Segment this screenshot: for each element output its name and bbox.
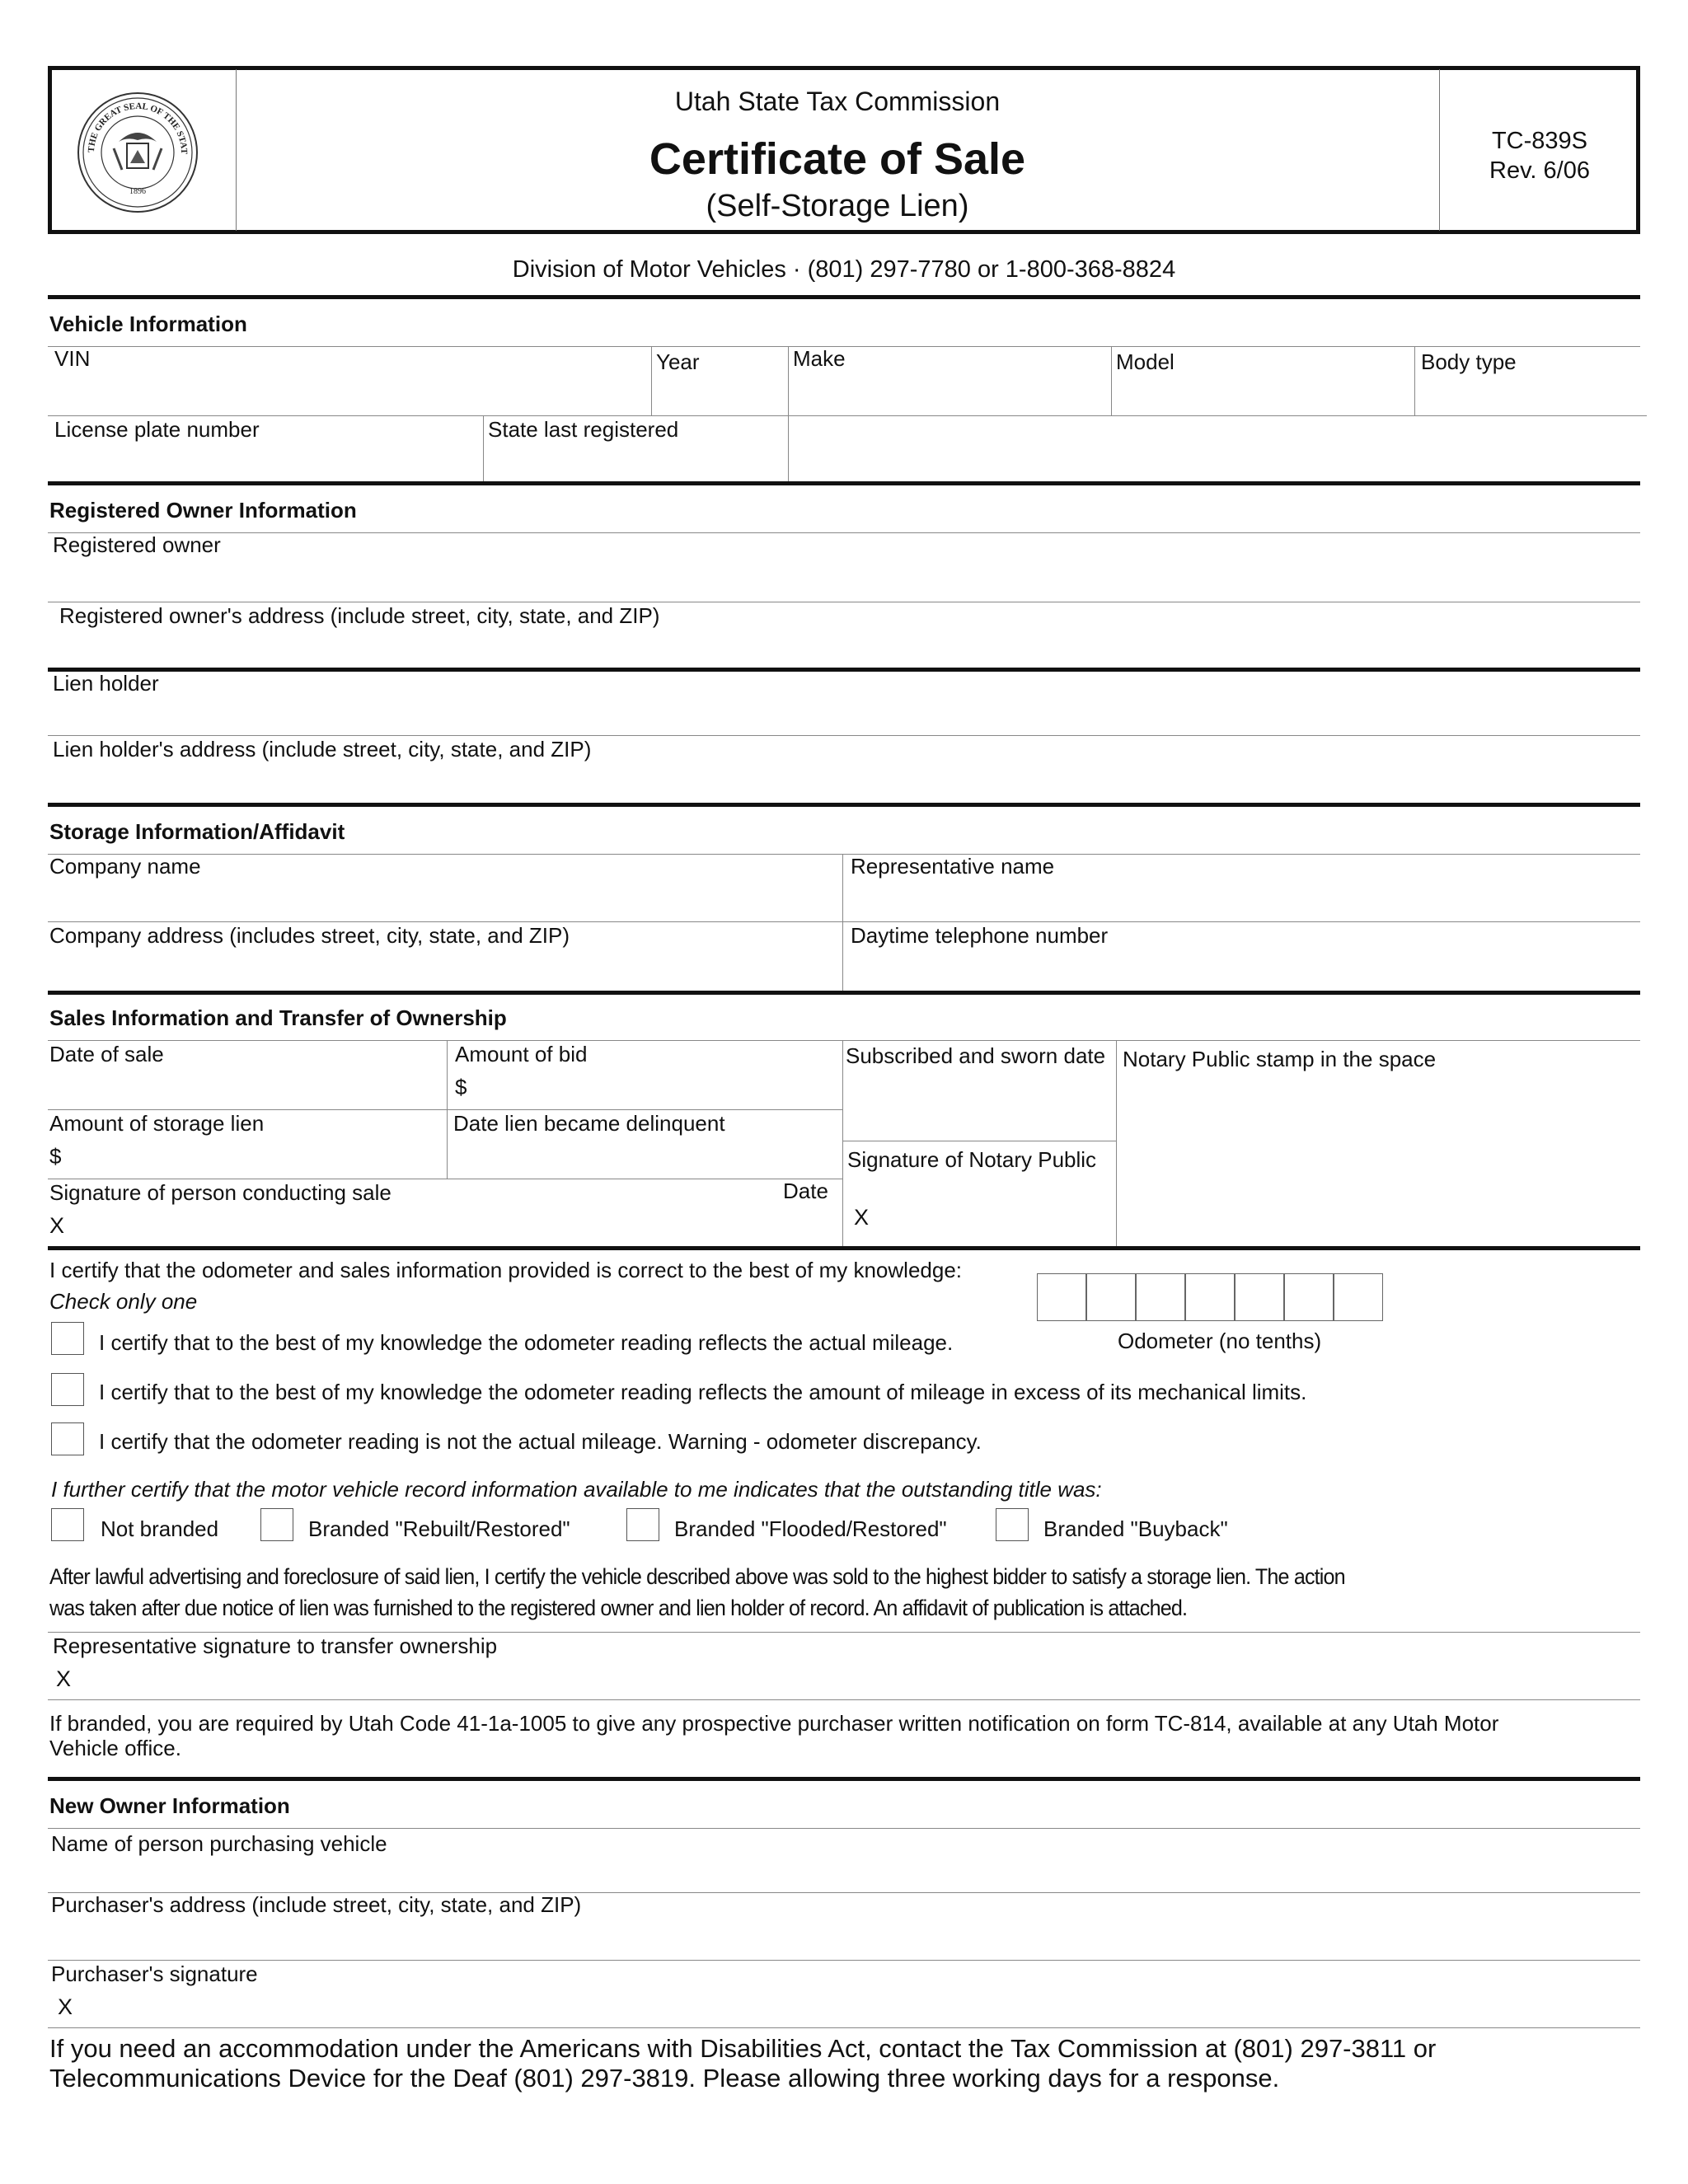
notary-stamp-label: Notary Public stamp in the space [1123, 1047, 1437, 1071]
odometer-actual-checkbox[interactable] [51, 1322, 84, 1355]
odometer-digit[interactable] [1235, 1273, 1284, 1321]
odometer-excess-text: I certify that to the best of my knowledge the odometer reading reflects the amount of mileage in excess of its mechanical limits. [99, 1380, 1307, 1404]
rule [48, 1699, 1640, 1700]
odometer-excess-checkbox[interactable] [51, 1373, 84, 1406]
odometer-digit[interactable] [1037, 1273, 1086, 1321]
section-rule [48, 803, 1640, 807]
section-rule [48, 481, 1640, 485]
amount-bid-dollar: $ [455, 1075, 467, 1099]
rule [48, 415, 1647, 416]
model-label: Model [1116, 349, 1175, 374]
company-name-label: Company name [49, 854, 201, 879]
further-certify-text: I further certify that the motor vehicle record information available to me indicates that the outstanding title was: [51, 1477, 1102, 1502]
seal-text: THE GREAT SEAL OF THE STAT [86, 101, 190, 155]
rep-name-input[interactable] [851, 883, 1639, 918]
year-input[interactable] [656, 376, 786, 414]
company-name-input[interactable] [49, 883, 841, 918]
rule [48, 1960, 1640, 1961]
rep-signature-x: X [56, 1666, 72, 1691]
amount-bid-label: Amount of bid [455, 1042, 588, 1066]
rule [48, 1040, 1640, 1041]
purchaser-name-label: Name of person purchasing vehicle [51, 1831, 387, 1856]
registered-owner-label: Registered owner [53, 532, 221, 557]
lien-holder-label: Lien holder [53, 671, 159, 696]
vin-label: VIN [54, 346, 91, 371]
not-branded-label: Not branded [101, 1516, 219, 1541]
make-label: Make [793, 346, 846, 371]
rule [48, 1632, 1640, 1633]
divider [1111, 346, 1112, 415]
seller-signature-x: X [49, 1213, 65, 1238]
rule [48, 921, 1640, 922]
odometer-digit[interactable] [1136, 1273, 1185, 1321]
rule [48, 532, 1640, 533]
svg-text:THE GREAT SEAL OF THE STATE OF [76, 91, 189, 155]
check-only-one: Check only one [49, 1289, 198, 1314]
flooded-restored-label: Branded "Flooded/Restored" [674, 1516, 947, 1541]
date-of-sale-label: Date of sale [49, 1042, 164, 1066]
make-input[interactable] [793, 376, 1109, 414]
vin-input[interactable] [54, 376, 649, 414]
phone-input[interactable] [851, 951, 1639, 987]
notary-signature-label: Signature of Notary Public [847, 1147, 1097, 1172]
sworn-date-input[interactable] [847, 1071, 1114, 1139]
storage-lien-dollar: $ [49, 1144, 62, 1169]
plate-input[interactable] [54, 445, 481, 481]
rep-signature-label: Representative signature to transfer ownership [53, 1633, 498, 1658]
divider [788, 346, 789, 483]
new-owner-heading: New Owner Information [49, 1793, 290, 1818]
seller-signature-input[interactable] [76, 1208, 673, 1244]
lien-delinquent-label: Date lien became delinquent [453, 1111, 725, 1136]
rep-name-label: Representative name [851, 854, 1055, 879]
state-registered-input[interactable] [488, 445, 786, 481]
flooded-restored-checkbox[interactable] [626, 1508, 659, 1541]
state-seal [76, 91, 199, 214]
divider [842, 1040, 843, 1248]
affidavit-line-2: was taken after due notice of lien was furnished to the registered owner and lien holder of record. An affidavit of publication is attached. [49, 1596, 1188, 1620]
notary-signature-x: X [854, 1205, 870, 1230]
rep-signature-input[interactable] [82, 1661, 1635, 1698]
ada-footer-line-1: If you need an accommodation under the Americans with Disabilities Act, contact the Tax Commission at (801) 297-3811 or [49, 2034, 1437, 2063]
purchaser-address-label: Purchaser's address (include street, city, state, and ZIP) [51, 1892, 582, 1917]
rule [48, 1828, 1640, 1829]
agency-name: Utah State Tax Commission [674, 87, 1001, 116]
storage-lien-label: Amount of storage lien [49, 1111, 265, 1136]
lien-delinquent-input[interactable] [453, 1141, 841, 1177]
section-rule [48, 991, 1640, 995]
owner-heading: Registered Owner Information [49, 498, 357, 523]
section-rule [48, 295, 1640, 299]
buyback-checkbox[interactable] [996, 1508, 1029, 1541]
rule [48, 668, 1640, 672]
rule [48, 854, 1640, 855]
rule [48, 735, 1640, 736]
lien-address-input[interactable] [53, 765, 1639, 803]
divider [842, 854, 843, 991]
seller-signature-label: Signature of person conducting sale [49, 1180, 392, 1205]
section-rule [48, 1246, 1640, 1250]
seal-year: 1896 [129, 187, 146, 196]
form-revision: Rev. 6/06 [1489, 157, 1590, 184]
lien-address-label: Lien holder's address (include street, city, state, and ZIP) [53, 737, 592, 762]
purchaser-address-input[interactable] [51, 1922, 1637, 1957]
owner-address-input[interactable] [53, 631, 1639, 668]
body-type-label: Body type [1421, 349, 1517, 374]
rule [48, 2027, 1640, 2028]
divider [483, 415, 484, 483]
odometer-digit[interactable] [1185, 1273, 1235, 1321]
divider [651, 346, 652, 415]
amount-bid-input[interactable] [473, 1071, 841, 1106]
vehicle-heading: Vehicle Information [49, 312, 247, 336]
phone-label: Daytime telephone number [851, 923, 1109, 948]
odometer-discrepancy-text: I certify that the odometer reading is not the actual mileage. Warning - odometer discrepancy. [99, 1429, 982, 1454]
odometer-actual-text: I certify that to the best of my knowledge the odometer reading reflects the actual mileage. [99, 1330, 954, 1355]
odometer-certify-text: I certify that the odometer and sales information provided is correct to the best of my knowledge: [49, 1258, 963, 1282]
not-branded-checkbox[interactable] [51, 1508, 84, 1541]
plate-label: License plate number [54, 417, 260, 442]
form-subtitle: (Self-Storage Lien) [706, 189, 969, 223]
notary-signature-input[interactable] [877, 1200, 1114, 1238]
form-number: TC-839S [1491, 128, 1588, 154]
seller-date-input[interactable] [684, 1208, 841, 1244]
header-divider-right [1439, 69, 1440, 231]
affidavit-line-1: After lawful advertising and foreclosure of said lien, I certify the vehicle described above was sold to the highest bidder to satisfy a storage lien. The action [49, 1564, 1345, 1589]
date-of-sale-input[interactable] [49, 1070, 445, 1106]
purchaser-signature-label: Purchaser's signature [51, 1961, 258, 1986]
model-input[interactable] [1116, 376, 1413, 414]
rule [48, 1109, 842, 1110]
sales-heading: Sales Information and Transfer of Ownership [49, 1005, 507, 1030]
odometer-digit[interactable] [1334, 1273, 1383, 1321]
odometer-digit[interactable] [1086, 1273, 1136, 1321]
form-title: Certificate of Sale [649, 134, 1026, 184]
rebuilt-restored-checkbox[interactable] [260, 1508, 293, 1541]
body-type-input[interactable] [1421, 376, 1640, 414]
purchaser-signature-input[interactable] [84, 1990, 1637, 2026]
storage-lien-input[interactable] [68, 1141, 445, 1177]
section-rule [48, 1777, 1640, 1781]
odometer-label: Odometer (no tenths) [1118, 1329, 1322, 1353]
odometer-discrepancy-checkbox[interactable] [51, 1422, 84, 1455]
sworn-date-label: Subscribed and sworn date [846, 1043, 1106, 1068]
purchaser-signature-x: X [58, 1994, 73, 2019]
company-address-input[interactable] [49, 951, 841, 987]
odometer-digit[interactable] [1284, 1273, 1334, 1321]
year-label: Year [656, 349, 700, 374]
storage-heading: Storage Information/Affidavit [49, 819, 345, 844]
owner-address-label: Registered owner's address (include street, city, state, and ZIP) [59, 603, 660, 628]
division-line: Division of Motor Vehicles · (801) 297-7780 or 1-800-368-8824 [512, 256, 1176, 283]
lien-holder-input[interactable] [53, 699, 1639, 733]
state-registered-label: State last registered [488, 417, 679, 442]
divider [1414, 346, 1415, 415]
rebuilt-restored-label: Branded "Rebuilt/Restored" [308, 1516, 570, 1541]
branded-note-1: If branded, you are required by Utah Code 41-1a-1005 to give any prospective purchaser written notification on form TC-814, available at any Utah Motor [49, 1711, 1499, 1736]
divider [1116, 1040, 1117, 1248]
buyback-label: Branded "Buyback" [1043, 1516, 1228, 1541]
branded-note-2: Vehicle office. [49, 1736, 181, 1760]
registered-owner-input[interactable] [53, 562, 1639, 600]
purchaser-name-input[interactable] [51, 1859, 1637, 1894]
ada-footer-line-2: Telecommunications Device for the Deaf (801) 297-3819. Please allowing three working days for a response. [49, 2064, 1280, 2093]
seller-date-label: Date [783, 1179, 828, 1203]
company-address-label: Company address (includes street, city, state, and ZIP) [49, 923, 570, 948]
